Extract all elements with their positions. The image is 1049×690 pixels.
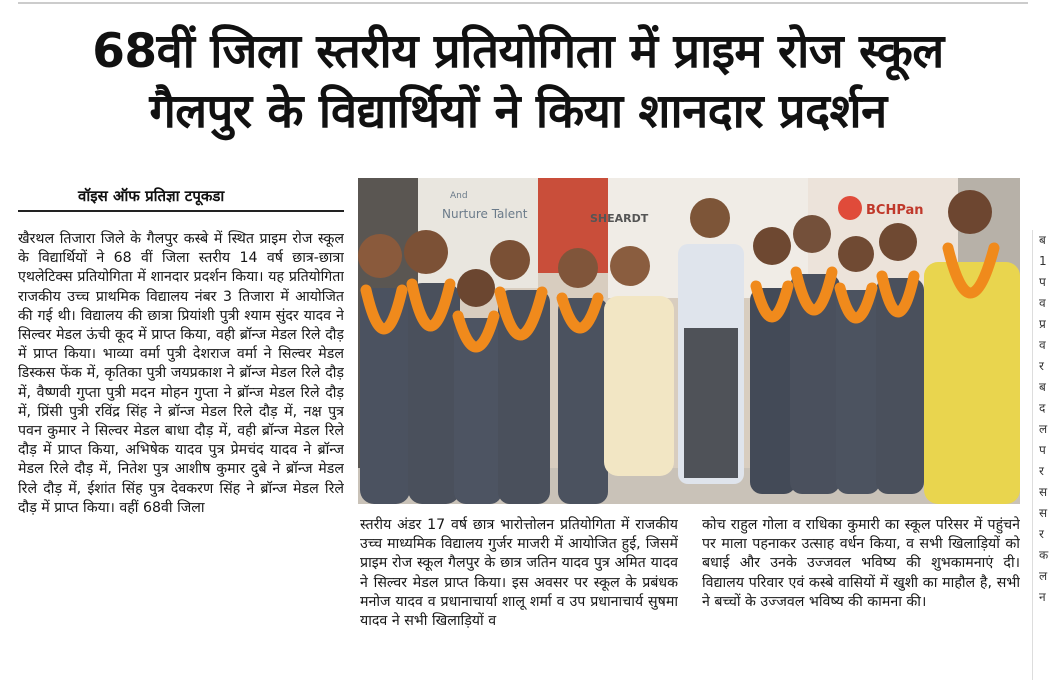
banner-logo-icon [838, 196, 862, 220]
edge-fragment: क [1039, 548, 1049, 562]
edge-fragment: प [1039, 443, 1046, 457]
article-column-right: कोच राहुल गोला व राधिका कुमारी का स्कूल परिसर में पहुंचने पर माला पहनाकर उत्साह वर्धन किया, व सभी खिलाड़ियों को बधाई और उनके उज्जवल भविष्य की शुभकामनाएं दी। विद्यालय परिवार एवं कस्बे वासियों में खुशी का माहौल है, सभी ने बच्चों के उज्जवल भविष्य की कामना की। [702, 517, 1020, 610]
byline: वॉइस ऑफ प्रतिज्ञा टपूकडा [78, 187, 225, 205]
article-column-left: खैरथल तिजारा जिले के गैलपुर कस्बे में स्थित प्राइम रोज स्कूल के विद्यार्थियों ने 68 वीं जिला स्तरीय 14 वर्ष छात्र-छात्रा एथलेटिक्स प्रतियोगिता में शानदार प्रदर्शन किया। यह प्रतियोगिता राजकीय उच्च प्राथमिक विद्यालय नंबर 3 तिजारा में आयोजित की गई थी। विद्यालय की छात्रा प्रियांशी पुत्री श्याम सुंदर यादव ने सिल्वर मेडल ऊंची कूद में प्राप्त किया, वही ब्रॉन्ज मेडल रिले दौड़ में प्राप्त किया। भाव्या वर्मा पुत्री देशराज वर्मा ने सिल्वर मेडल डिस्कस फेंक में, कृतिका पुत्री जयप्रकाश ने ब्रॉन्ज मेडल रिले दौड़ में, वैष्णवी गुप्ता पुत्री मदन मोहन गुप्ता ने ब्रॉन्ज मेडल रिले दौड़ में, प्रिंसी पुत्री रविंद्र सिंह ने ब्रॉन्ज मेडल रिले दौड़ में, नक्ष पुत्र पवन कुमार ने सिल्वर मेडल बाधा दौड़ में, वही ब्रॉन्ज मेडल रिले दौड़ में प्राप्त किया, अभिषेक यादव पुत्र प्रेमचंद यादव ने ब्रॉन्ज मेडल रिले दौड़ में, नितेश पुत्र आशीष कुमार दुबे ने ब्रॉन्ज मेडल रिले दौड़ में, ईशांत सिंह पुत्र देवकरण सिंह ने ब्रॉन्ज मेडल रिले दौड़ में प्राप्त किया। वहीं 68वी जिला [18, 231, 344, 516]
group-photo [358, 178, 1020, 504]
edge-fragment: द [1039, 401, 1046, 415]
edge-fragment: व [1039, 296, 1046, 310]
banner-text-mid: SHEARDT [590, 212, 649, 225]
edge-fragment: र [1039, 527, 1044, 541]
headline-line-1: 68वीं जिला स्तरीय प्रतियोगिता में प्राइम रोज स्कूल [92, 24, 944, 79]
edge-fragment: ल [1039, 569, 1048, 583]
banner-text-right: BCHPan [866, 203, 924, 218]
edge-fragment: न [1039, 590, 1046, 604]
byline-divider [18, 210, 344, 212]
edge-fragment: व [1039, 338, 1046, 352]
banner-text-small: And [450, 191, 468, 201]
headline-line-2: गैलपुर के विद्यार्थियों ने किया शानदार प्रदर्शन [149, 84, 887, 139]
article-column-middle: स्तरीय अंडर 17 वर्ष छात्र भारोत्तोलन प्रतियोगिता में राजकीय उच्च माध्यमिक विद्यालय गुर्जर माजरी में आयोजित हुई, जिसमें प्राइम रोज स्कूल गैलपुर के छात्र जतिन यादव पुत्र अमित यादव ने सिल्वर मेडल प्राप्त किया। इस अवसर पर स्कूल के प्रबंधक मनोज यादव व प्रधानाचार्या शालू शर्मा व उप प्रधानाचार्य सुषमा यादव ने सभी खिलाड़ियों व [360, 517, 678, 630]
edge-fragment: ल [1039, 422, 1048, 436]
edge-fragment: प [1039, 275, 1046, 289]
edge-fragment: ब [1039, 380, 1046, 394]
top-rule [18, 2, 1028, 4]
edge-fragment: प्र [1039, 317, 1046, 331]
edge-fragment: र [1039, 359, 1044, 373]
edge-fragment: र [1039, 464, 1044, 478]
group-photo-illustration [358, 178, 1020, 504]
headline [18, 22, 1018, 142]
edge-fragment: स [1039, 506, 1048, 520]
edge-fragment: ब [1039, 233, 1046, 247]
banner-text-left: Nurture Talent [442, 207, 528, 221]
edge-fragment: स [1039, 485, 1048, 499]
adjacent-article-edge [1032, 230, 1049, 680]
edge-fragment: 1 [1039, 254, 1047, 268]
